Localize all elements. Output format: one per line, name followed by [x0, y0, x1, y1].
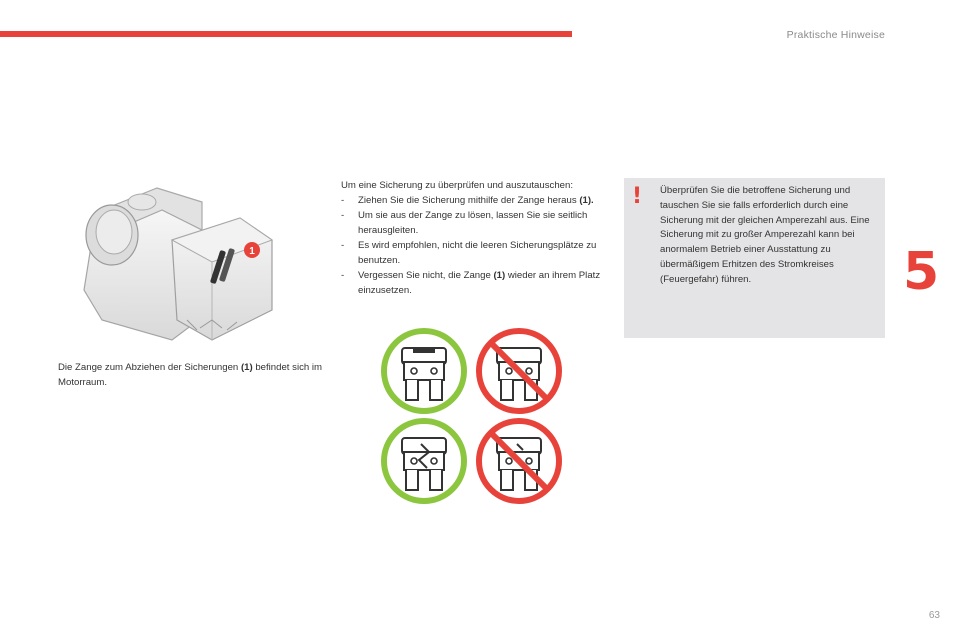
step-text: Ziehen Sie die Sicherung mithilfe der Zange heraus: [358, 195, 580, 206]
list-dash: -: [341, 270, 345, 281]
fuse-blown-icon: [479, 331, 559, 411]
warning-box: [624, 178, 885, 338]
step-reference: (1): [493, 270, 506, 281]
fuse-ok-icon: [384, 331, 464, 411]
fuse-ok-icon: [384, 421, 464, 501]
instruction-list: [341, 193, 609, 298]
step-text: Es wird empfohlen, nicht die leeren Sicherungsplätze zu benutzen.: [358, 240, 597, 266]
warning-icon: !: [632, 184, 643, 209]
fuse-condition-illustration: [341, 326, 599, 506]
caption-text-post: befindet sich im Motorraum.: [58, 362, 322, 388]
chapter-number: 5: [903, 242, 940, 302]
replacement-instructions: [341, 178, 609, 298]
caption-text-pre: Die Zange zum Abziehen der Sicherungen: [58, 362, 241, 373]
fuse-blown-icon: [479, 421, 559, 501]
header-accent-bar: [0, 31, 572, 37]
list-item: [341, 268, 609, 298]
list-item: [341, 208, 609, 238]
engine-compartment-illustration: [62, 180, 318, 360]
step-reference: (1).: [579, 195, 594, 206]
section-title: Praktische Hinweise: [786, 29, 885, 41]
caption-reference: (1): [240, 362, 253, 373]
warning-text: Überprüfen Sie die betroffene Sicherung und tauschen Sie sie falls erforderlich durch eine Sicherung mit der gleichen Amperezahl aus. Eine Sicherung mit zu großer Amperezahl kann bei anormalem Betrieb einer Ausstattung zu übermäßigem Erhitzen des Stromkreises (Feuergefahr) führen.: [660, 185, 870, 285]
list-dash: -: [341, 195, 345, 206]
instructions-intro: Um eine Sicherung zu überprüfen und auszutauschen:: [341, 180, 573, 191]
list-item: [341, 193, 609, 208]
step-text-post: wieder an ihrem Platz einzusetzen.: [358, 270, 601, 296]
step-text: Um sie aus der Zange zu lösen, lassen Sie sie seitlich herausgleiten.: [358, 210, 588, 236]
step-text: Vergessen Sie nicht, die Zange: [358, 270, 494, 281]
list-item: [341, 238, 609, 268]
list-dash: -: [341, 240, 345, 251]
page-number: 63: [928, 610, 940, 621]
list-dash: -: [341, 210, 345, 221]
callout-number: 1: [249, 246, 255, 257]
figure-caption: [58, 360, 328, 390]
